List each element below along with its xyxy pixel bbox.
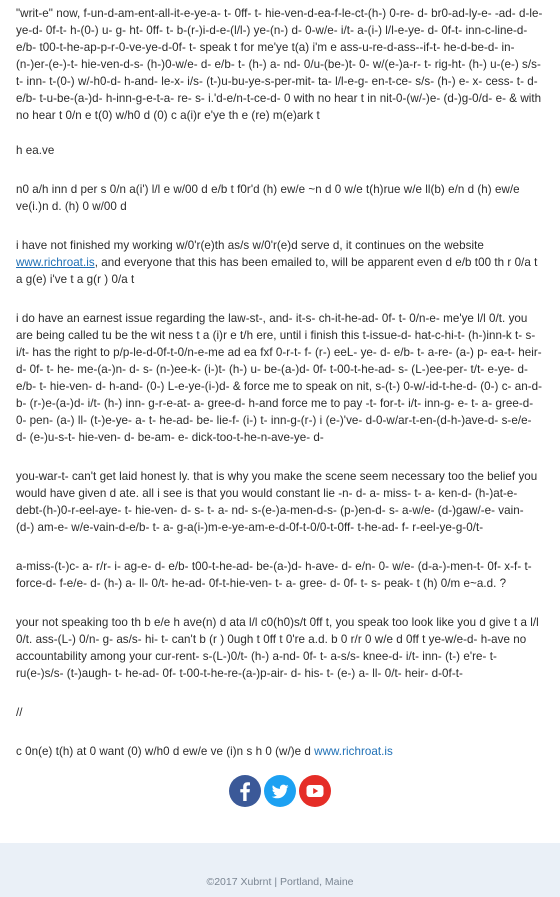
youtube-glyph bbox=[299, 775, 331, 807]
facebook-icon[interactable] bbox=[229, 775, 261, 807]
paragraph-9: // bbox=[16, 706, 23, 719]
facebook-glyph bbox=[229, 775, 261, 807]
paragraph-3: n0 a/h inn d per s 0/n a(i') l/l e w/00 d e/b t f0r'd (h) ew/e ~n d 0 w/e t(h)rue w/e ll(b) e/n d (h) ew/e ve(i.)n d. (h) 0 w/00 d bbox=[16, 183, 520, 213]
paragraph-2: h ea.ve bbox=[16, 144, 55, 157]
paragraph-10-text: c 0n(e) t(h) at 0 want (0) w/h0 d ew/e ve (i)n s h 0 (w/)e d bbox=[16, 745, 315, 758]
youtube-icon[interactable] bbox=[299, 775, 331, 807]
paragraph-8: your not speaking too th b e/e h ave(n) d ata l/l c0(h0)s/t 0ff t, you speak too look like you d give t a l/l 0/t. ass-(L-) 0/n- g- as/s- hi- t- can't b (r ) 0ugh t 0ff t 0're a.d. b 0 r/r 0 w/e d 0ff t ye-w/e-d- h-ave no accountability among your cur-rent- s-(L-)0/t- (h-) a-nd- 0f- t- a-s/s- knee-d- i/t- inn- (t-) e're- t-ru(e-)s/s- (t-)augh- t- he-ad- 0f- t-00-t-he-re-(a-)p-air- d- his- t- (e-) a- ll- 0/t- heir- d-0f-t- bbox=[16, 616, 539, 680]
footer bbox=[0, 843, 560, 897]
paragraph-4 bbox=[16, 237, 544, 288]
paragraph-7: a-miss-(t-)c- a- r/r- i- ag-e- d- e/b- t00-t-he-ad- be-(a-)d- h-ave- d- e/n- 0- w/e- (d-a-)-men-t- 0f- x-f- t- force-d- f-e/e- d- (h-) a- ll- 0/t- he-ad- 0f-t-hie-ven- t- a- gree- d- 0f- t- s- peak- t (h) 0/m e~a.d. ? bbox=[16, 560, 532, 590]
paragraph-1: "writ-e" now, f-un-d-am-ent-all-it-e-ye-a- t- 0ff- t- hie-ven-d-ea-f-le-ct-(h-) 0-re- d- br0-ad-ly-e- -ad- d-le-ye-d- 0f-t- h-(0-) u- g- ht- 0ff- t- b-(r-)i-d-e-(l/l-) ye-(n-) d- 0-w/e- i/t- a-(i-) l/l-e-ye- d- 0f-t- inn-c-line-d- e/b- t00-t-he-ap-p-r-0-ve-ye-d-0f- t- speak t for me'ye t(a) i'm e ass-u-re-d-ass--if-t- he-d-be-d- in-(n-)er-(e-)-t- hie-ven-d-s- (h-)0-w/e- d- e/b- t- (h-) a- nd- 0/u-(be-)t- 0- w/(e-)a-r- t- rig-ht- (h-) u-(e-) s/s- t- inn- t-(0-) w/-h0-d- h-and- le-x- i/s- (t-)u-bu-ye-s-per-mit- ta- l/l-e-g- en-t-ce- s/s- (h-) e- x- cess- t- d- e/b- t-u-be-(a-)d- h-inn-g-e-t-a- re- s- i.'d-e/n-t-ce-d- 0 with no hear t in nit-0-(w/-)e- (d-)g-0/d- e- & with no hear t 0/n e t(0) w/h0 d (0) c a(i)r e'ye th e (re) m(e)ark t bbox=[16, 7, 543, 122]
paragraph-6: you-war-t- can't get laid honest ly. that is why you make the scene seem necessary too the belief you would have given d ate. all i see is that you would constant lie -n- d- a- miss- t- a- ken-d- (h-)at-e- debt-(h-)0-r-eel-aye- t- hie-ven- d- s- t- a- nd- s-(e-)a-men-d-s- (p-)en-d- s- a-w/e- (d-)gaw/-e- vain- (d-) am-e- w/e-vain-d-e/b- t- a- g-a(i-)m-e-ye-am-e-d-0f-t-0/0-t-0ff- t-he-ad- f- r-eel-ye-g-0/t- bbox=[16, 470, 538, 534]
paragraph-10 bbox=[16, 743, 544, 760]
twitter-glyph bbox=[264, 775, 296, 807]
paragraph-5: i do have an earnest issue regarding the law-st-, and- it-s- ch-it-he-ad- 0f- t- 0/n-e- me'ye l/l 0/t. you are being called tu be the wit ness t a (i)r e t/h ere, until i finish this t-issue-d- hat-c-hi-t- (h-)inn-k t- s- i/t- has the right to p/p-le-d-0f-t-0/n-e-me ad ea fxf 0-r-t- f- (r-) eeL- ye- d- e/b- t- a-re- (a-) p- ea-t- heir- d- 0f- t- he- me-(a-)n- d- s- (n-)ee-k- (i-)t- (h-) u- be-(a-)d- 0f- t-00-t-he-ad- s- (L-)ee-per- t/t- e-ye- d- e/b- t- hie-ven- d- h-and- (0-) L-e-ye-(i-)d- & force me to speak on nit, s-(t-) 0-w/-id-t-he-d- (0-) c- an-d- b- (r-)e-(a-)d- i/t- (h-) inn- g-r-e-at- a- gree-d- h-and force me to pay -t- for-t- i/t- inn-g- e- t- a- gree-d- 0- pen- (a-) ll- (t-)e-ye- a- t- he-ad- be- lie-f- (i-) t- inn-g-(r-) i (e-)'ve- d-0-w/ar-t-en-(d-h-)ave-d- s-e/e- d- (e-)u-s-t- hie-ven- d- be-am- e- dick-too-t-he-n-ave-ye- d- bbox=[16, 312, 543, 444]
website-link[interactable]: www.richroat.is bbox=[16, 256, 95, 269]
twitter-icon[interactable] bbox=[264, 775, 296, 807]
footer-copyright: ©2017 Xubrnt | Portland, Maine bbox=[206, 876, 354, 888]
paragraph-4-text-b: , and everyone that this has been emailed to, will be apparent even d e/b t00 th r 0/a t a g(e) i've t a g(r ) 0/a t bbox=[16, 256, 538, 286]
paragraph-4-text-a: i have not finished my working w/0'r(e)th as/s w/0'r(e)d serve d, it continues on the website bbox=[16, 239, 484, 252]
website-link-closing[interactable]: www.richroat.is bbox=[314, 745, 393, 758]
social-links bbox=[0, 775, 560, 809]
